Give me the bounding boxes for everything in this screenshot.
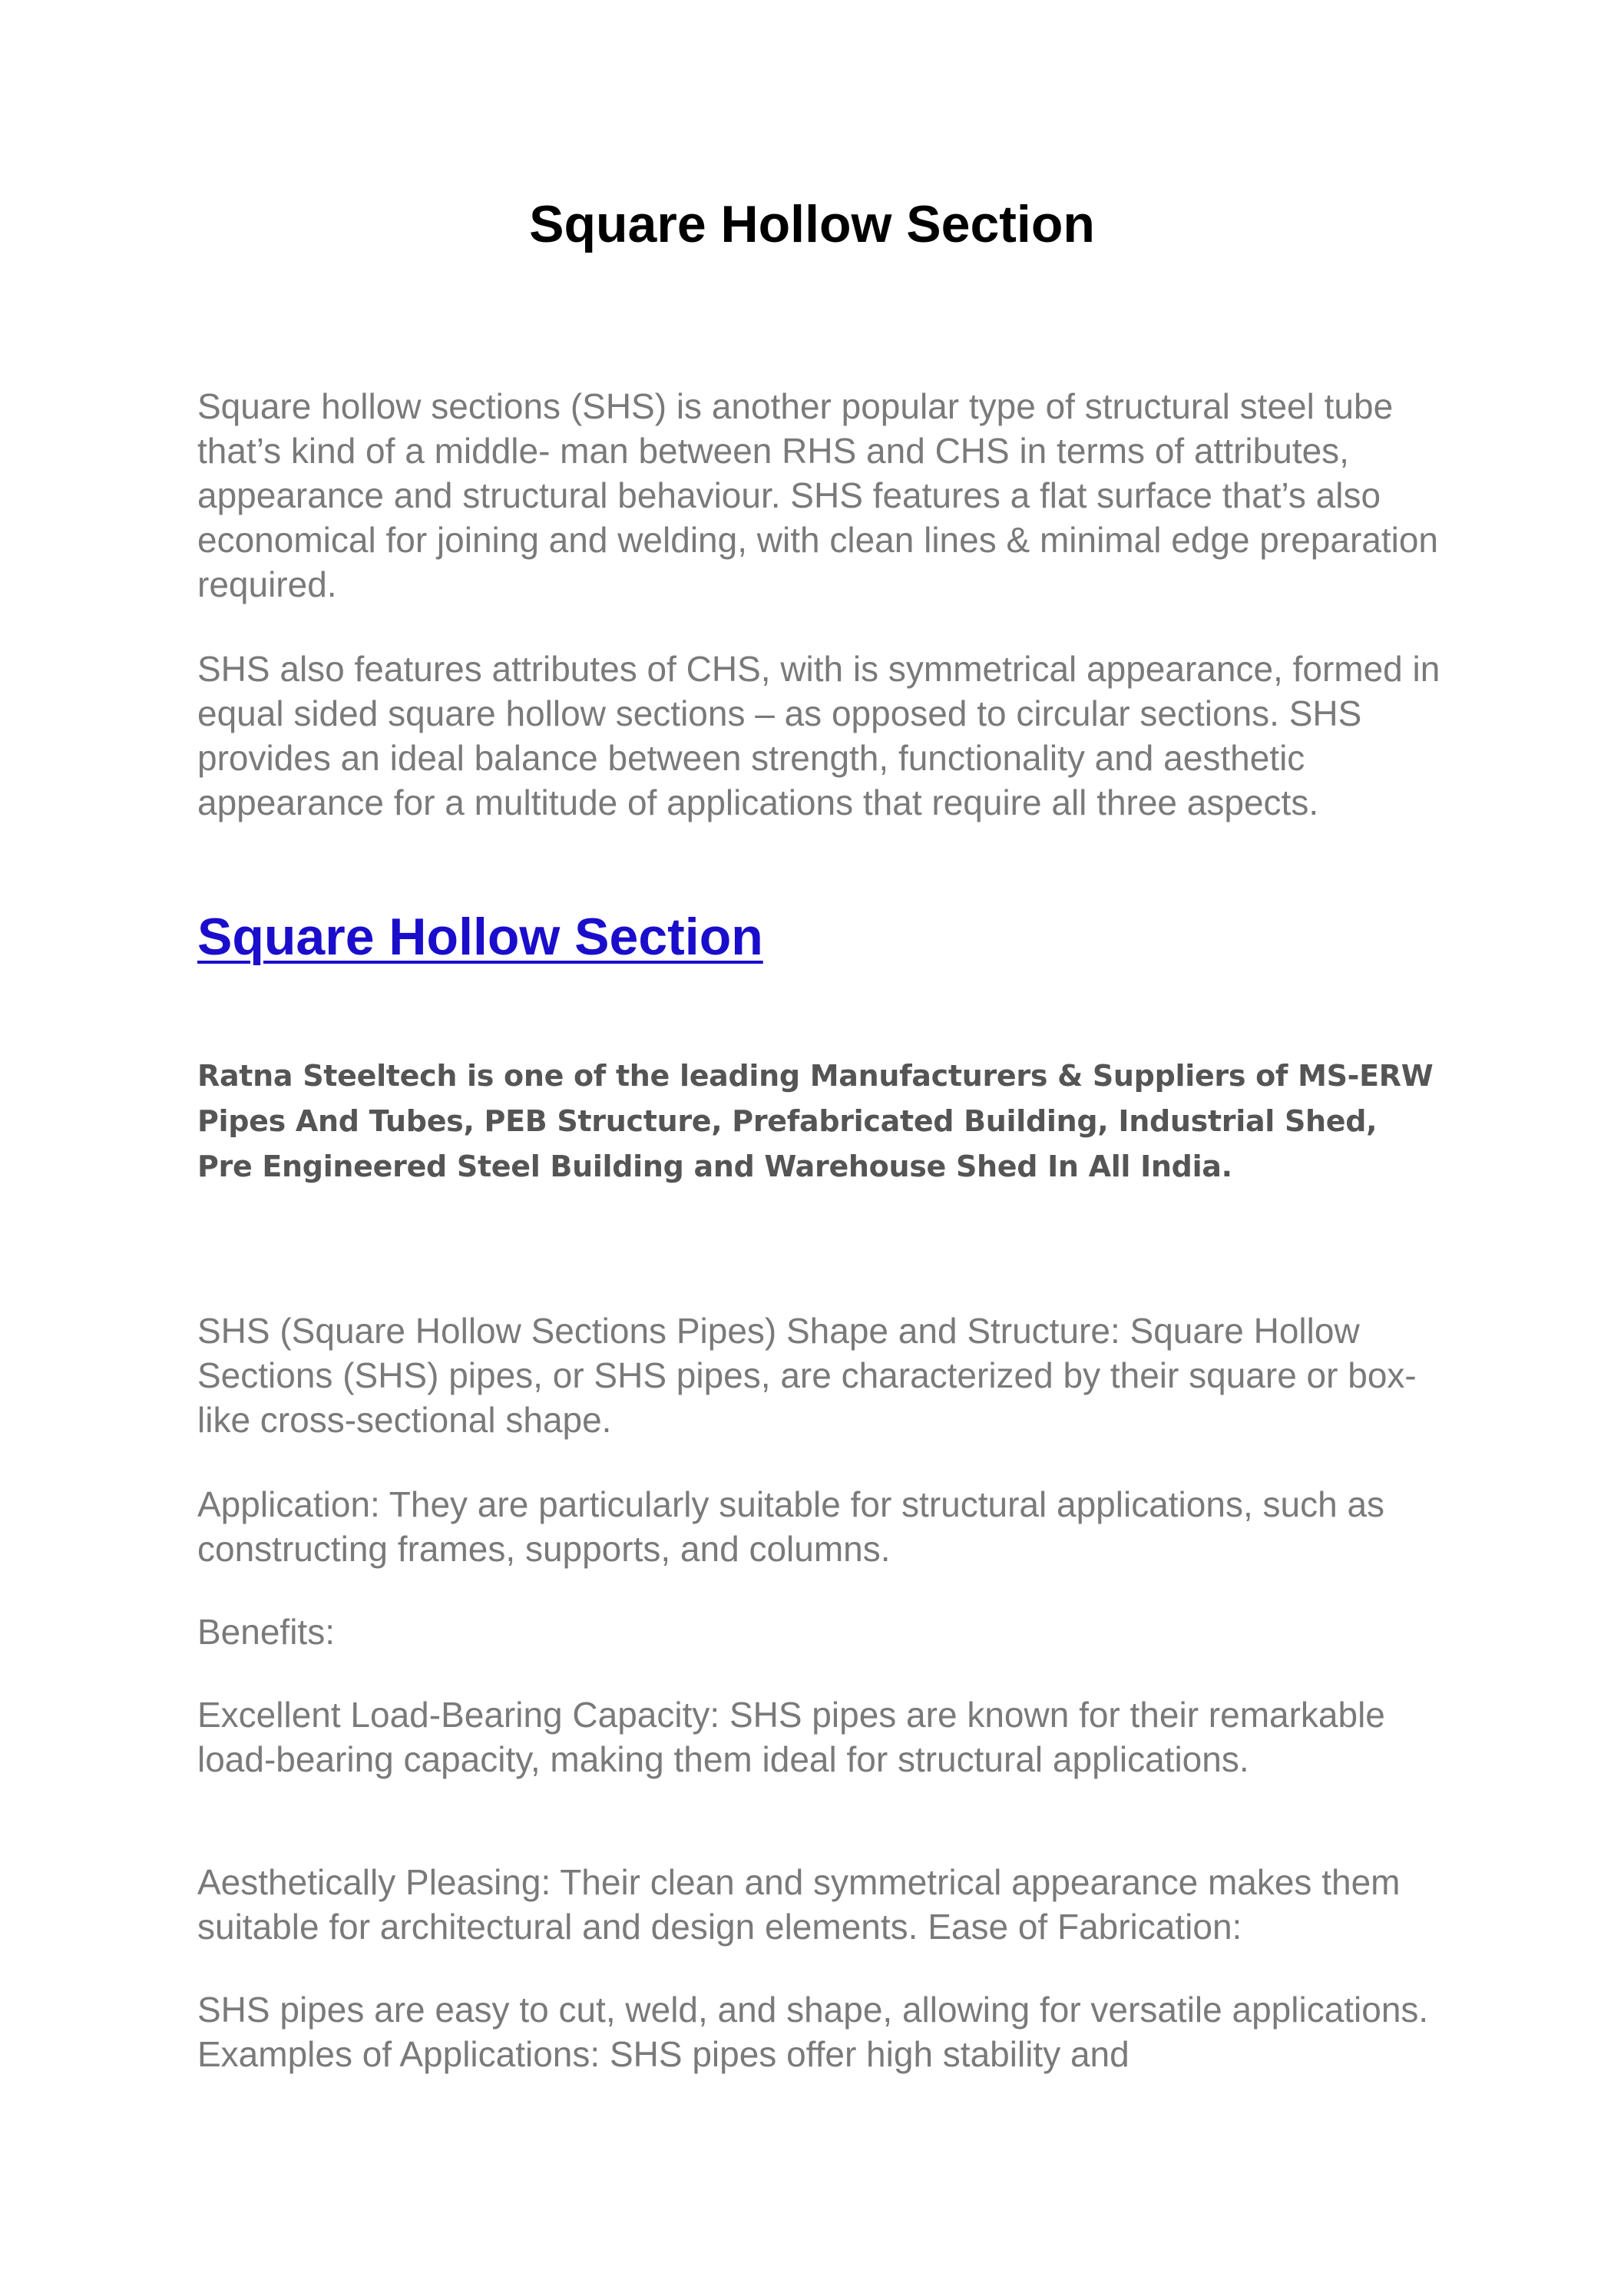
page-title: Square Hollow Section	[529, 195, 1095, 253]
intro-paragraph-1: Square hollow sections (SHS) is another popular type of structural steel tube that’s kind of a middle- man between RHS and CHS in terms of attributes, appearance and structural behaviour. SHS features a flat surface that’s also economical for joining and welding, with clean lines & minimal edge preparation required.	[197, 386, 1439, 604]
details-paragraph-application: Application: They are particularly suitable for structural applications, such as constructing frames, supports, and columns.	[197, 1484, 1385, 1569]
intro-paragraph-2: SHS also features attributes of CHS, with is symmetrical appearance, formed in equal sided square hollow sections – as opposed to circular sections. SHS provides an ideal balance between strength, functionality and aesthetic appearance for a multitude of applications that require all three aspects.	[197, 649, 1440, 822]
details-paragraph-benefits: Benefits:	[197, 1612, 335, 1652]
details-paragraph-load-bearing: Excellent Load-Bearing Capacity: SHS pipes are known for their remarkable load-bearing capacity, making them ideal for structural applications.	[197, 1695, 1385, 1779]
details-paragraph-aesthetics: Aesthetically Pleasing: Their clean and symmetrical appearance makes them suitable for architectural and design elements. Ease of Fabrication:	[197, 1862, 1401, 1947]
details-paragraph-shape: SHS (Square Hollow Sections Pipes) Shape and Structure: Square Hollow Sections (SHS) pipes, or SHS pipes, are characterized by their square or box-like cross-sectional shape.	[197, 1311, 1417, 1440]
square-hollow-section-link[interactable]: Square Hollow Section	[197, 908, 763, 966]
company-statement: Ratna Steeltech is one of the leading Manufacturers & Suppliers of MS-ERW Pipes And Tubes, PEB Structure, Prefabricated Building, Industrial Shed, Pre Engineered Steel Building and Warehouse Shed In All India.	[197, 1059, 1434, 1183]
details-paragraph-fabrication: SHS pipes are easy to cut, weld, and shape, allowing for versatile applications. Examples of Applications: SHS pipes offer high stability and	[197, 1990, 1429, 2074]
